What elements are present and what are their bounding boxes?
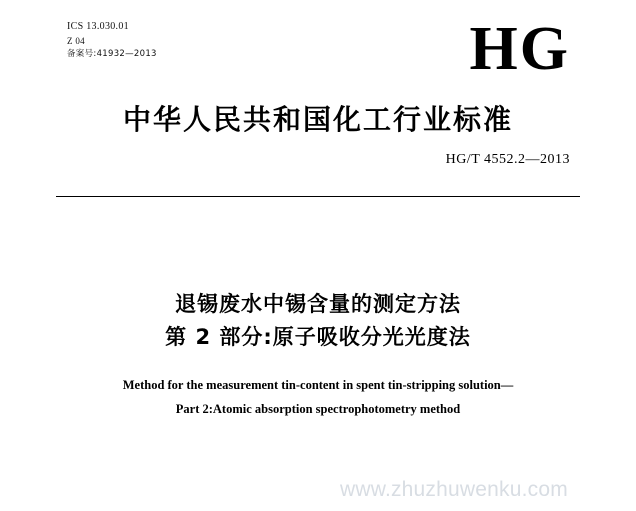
horizontal-divider xyxy=(56,196,580,197)
classification-code: Z 04 xyxy=(67,35,85,46)
hg-logo: HG xyxy=(469,15,570,83)
ics-block xyxy=(67,20,157,60)
document-title-en xyxy=(0,374,636,422)
document-title-cn xyxy=(0,288,636,353)
document-title-cn-line1: 退锡废水中锡含量的测定方法 xyxy=(175,292,461,316)
record-number: 备案号:41932—2013 xyxy=(67,48,157,59)
standard-name-cn: 中华人民共和国化工行业标准 xyxy=(122,103,513,136)
document-title-cn-line2: 第 2 部分:原子吸收分光光度法 xyxy=(165,324,471,349)
document-title-en-line2: Part 2:Atomic absorption spectrophotometry method xyxy=(175,401,461,416)
document-title-en-line1: Method for the measurement tin-content in spent tin-stripping solution— xyxy=(122,378,514,392)
watermark: www.zhuzhuwenku.com xyxy=(340,478,568,501)
standard-number: HG/T 4552.2—2013 xyxy=(445,152,570,167)
ics-code: ICS 13.030.01 xyxy=(67,21,129,32)
